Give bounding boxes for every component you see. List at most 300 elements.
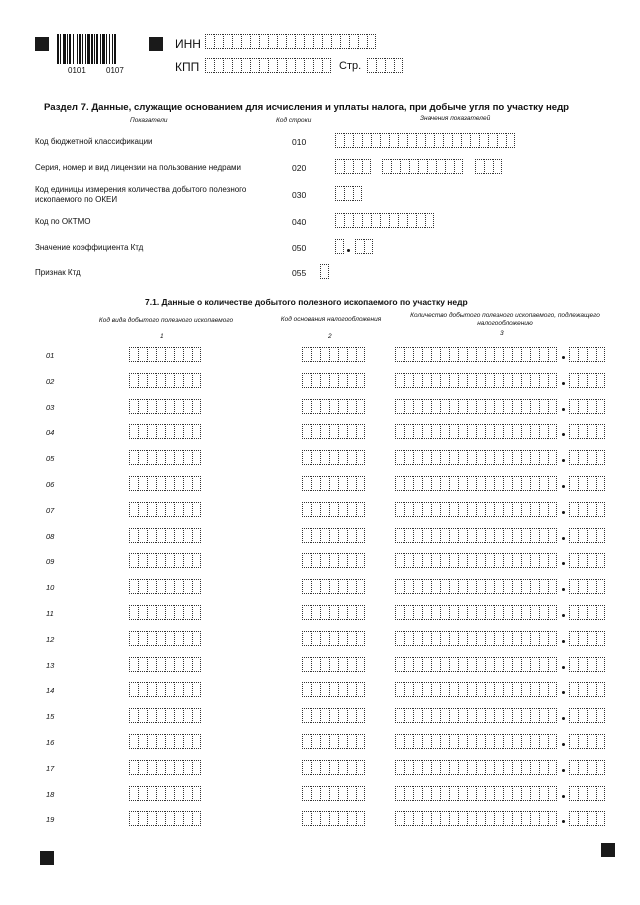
tax-basis-cell[interactable] bbox=[329, 760, 338, 775]
mineral-code-cell[interactable] bbox=[129, 760, 138, 775]
quantity-cell[interactable] bbox=[413, 476, 422, 491]
quantity-cell[interactable] bbox=[548, 734, 557, 749]
quantity-cell[interactable] bbox=[512, 734, 521, 749]
quantity-cell[interactable] bbox=[494, 657, 503, 672]
field-value-input[interactable] bbox=[335, 186, 362, 201]
field-cell[interactable] bbox=[344, 133, 353, 148]
tax-basis-cell[interactable] bbox=[329, 682, 338, 697]
quantity-cell[interactable] bbox=[413, 399, 422, 414]
quantity-cell[interactable] bbox=[503, 708, 512, 723]
mineral-code-cell[interactable] bbox=[138, 553, 147, 568]
tax-basis-code-input[interactable] bbox=[302, 450, 365, 465]
field-cell[interactable] bbox=[407, 133, 416, 148]
quantity-cell[interactable] bbox=[458, 502, 467, 517]
field-cell[interactable] bbox=[506, 133, 515, 148]
quantity-fraction-cell[interactable] bbox=[596, 373, 605, 388]
quantity-cell[interactable] bbox=[521, 631, 530, 646]
quantity-cell[interactable] bbox=[467, 811, 476, 826]
quantity-fraction-cell[interactable] bbox=[578, 399, 587, 414]
quantity-cell[interactable] bbox=[404, 682, 413, 697]
kpp-cell[interactable] bbox=[250, 58, 259, 73]
mineral-code-cell[interactable] bbox=[183, 631, 192, 646]
quantity-cell[interactable] bbox=[449, 786, 458, 801]
inn-cell[interactable] bbox=[277, 34, 286, 49]
quantity-cell[interactable] bbox=[539, 476, 548, 491]
quantity-cell[interactable] bbox=[431, 528, 440, 543]
quantity-cell[interactable] bbox=[503, 399, 512, 414]
quantity-fraction-cell[interactable] bbox=[596, 786, 605, 801]
quantity-cell[interactable] bbox=[548, 786, 557, 801]
mineral-quantity-input[interactable] bbox=[395, 528, 557, 543]
quantity-cell[interactable] bbox=[494, 605, 503, 620]
quantity-fraction-cell[interactable] bbox=[587, 553, 596, 568]
quantity-cell[interactable] bbox=[485, 502, 494, 517]
quantity-cell[interactable] bbox=[404, 579, 413, 594]
tax-basis-cell[interactable] bbox=[302, 605, 311, 620]
tax-basis-cell[interactable] bbox=[356, 528, 365, 543]
quantity-cell[interactable] bbox=[467, 786, 476, 801]
tax-basis-cell[interactable] bbox=[329, 424, 338, 439]
inn-cell[interactable] bbox=[358, 34, 367, 49]
tax-basis-cell[interactable] bbox=[302, 424, 311, 439]
quantity-cell[interactable] bbox=[458, 682, 467, 697]
mineral-code-cell[interactable] bbox=[192, 476, 201, 491]
quantity-cell[interactable] bbox=[413, 682, 422, 697]
quantity-cell[interactable] bbox=[467, 605, 476, 620]
field-cell[interactable] bbox=[452, 133, 461, 148]
quantity-cell[interactable] bbox=[422, 373, 431, 388]
quantity-cell[interactable] bbox=[422, 734, 431, 749]
field-cell[interactable] bbox=[380, 213, 389, 228]
quantity-fraction-cell[interactable] bbox=[578, 373, 587, 388]
quantity-fraction-cell[interactable] bbox=[587, 373, 596, 388]
quantity-cell[interactable] bbox=[494, 760, 503, 775]
quantity-cell[interactable] bbox=[476, 708, 485, 723]
mineral-code-cell[interactable] bbox=[138, 605, 147, 620]
mineral-code-cell[interactable] bbox=[129, 502, 138, 517]
mineral-quantity-input[interactable] bbox=[395, 347, 557, 362]
quantity-fraction-cell[interactable] bbox=[578, 786, 587, 801]
quantity-cell[interactable] bbox=[512, 502, 521, 517]
quantity-cell[interactable] bbox=[449, 811, 458, 826]
mineral-type-code-input[interactable] bbox=[129, 476, 201, 491]
quantity-cell[interactable] bbox=[476, 657, 485, 672]
quantity-cell[interactable] bbox=[422, 399, 431, 414]
quantity-cell[interactable] bbox=[530, 605, 539, 620]
field-cell[interactable] bbox=[443, 133, 452, 148]
tax-basis-cell[interactable] bbox=[320, 450, 329, 465]
quantity-cell[interactable] bbox=[539, 631, 548, 646]
field-cell[interactable] bbox=[398, 133, 407, 148]
quantity-cell[interactable] bbox=[539, 786, 548, 801]
quantity-cell[interactable] bbox=[404, 657, 413, 672]
quantity-cell[interactable] bbox=[521, 476, 530, 491]
tax-basis-cell[interactable] bbox=[311, 399, 320, 414]
quantity-fraction-cell[interactable] bbox=[587, 528, 596, 543]
mineral-code-cell[interactable] bbox=[129, 605, 138, 620]
quantity-cell[interactable] bbox=[485, 811, 494, 826]
mineral-code-cell[interactable] bbox=[174, 708, 183, 723]
quantity-cell[interactable] bbox=[440, 450, 449, 465]
mineral-code-cell[interactable] bbox=[174, 347, 183, 362]
quantity-fraction-cell[interactable] bbox=[587, 399, 596, 414]
quantity-cell[interactable] bbox=[476, 528, 485, 543]
quantity-cell[interactable] bbox=[521, 657, 530, 672]
tax-basis-cell[interactable] bbox=[347, 605, 356, 620]
mineral-code-cell[interactable] bbox=[165, 657, 174, 672]
quantity-cell[interactable] bbox=[512, 424, 521, 439]
quantity-cell[interactable] bbox=[494, 399, 503, 414]
tax-basis-cell[interactable] bbox=[338, 631, 347, 646]
tax-basis-code-input[interactable] bbox=[302, 708, 365, 723]
mineral-code-cell[interactable] bbox=[192, 734, 201, 749]
quantity-cell[interactable] bbox=[449, 450, 458, 465]
mineral-code-cell[interactable] bbox=[165, 786, 174, 801]
quantity-cell[interactable] bbox=[431, 476, 440, 491]
mineral-code-cell[interactable] bbox=[156, 682, 165, 697]
mineral-code-cell[interactable] bbox=[174, 476, 183, 491]
quantity-cell[interactable] bbox=[440, 708, 449, 723]
tax-basis-cell[interactable] bbox=[311, 734, 320, 749]
mineral-quantity-input[interactable] bbox=[395, 682, 557, 697]
quantity-cell[interactable] bbox=[422, 579, 431, 594]
quantity-cell[interactable] bbox=[413, 605, 422, 620]
quantity-cell[interactable] bbox=[512, 373, 521, 388]
quantity-cell[interactable] bbox=[530, 399, 539, 414]
tax-basis-cell[interactable] bbox=[356, 424, 365, 439]
quantity-cell[interactable] bbox=[458, 553, 467, 568]
quantity-cell[interactable] bbox=[548, 657, 557, 672]
quantity-fraction-cell[interactable] bbox=[569, 450, 578, 465]
tax-basis-cell[interactable] bbox=[302, 450, 311, 465]
tax-basis-cell[interactable] bbox=[302, 631, 311, 646]
quantity-cell[interactable] bbox=[548, 708, 557, 723]
quantity-cell[interactable] bbox=[539, 347, 548, 362]
quantity-cell[interactable] bbox=[548, 760, 557, 775]
field-cell[interactable] bbox=[335, 186, 344, 201]
quantity-cell[interactable] bbox=[467, 373, 476, 388]
quantity-fraction-cell[interactable] bbox=[578, 502, 587, 517]
mineral-code-cell[interactable] bbox=[147, 424, 156, 439]
quantity-fraction-cell[interactable] bbox=[587, 424, 596, 439]
quantity-cell[interactable] bbox=[485, 553, 494, 568]
kpp-cell[interactable] bbox=[304, 58, 313, 73]
mineral-type-code-input[interactable] bbox=[129, 424, 201, 439]
mineral-code-cell[interactable] bbox=[147, 347, 156, 362]
quantity-cell[interactable] bbox=[521, 579, 530, 594]
quantity-cell[interactable] bbox=[476, 786, 485, 801]
quantity-cell[interactable] bbox=[467, 502, 476, 517]
mineral-code-cell[interactable] bbox=[138, 347, 147, 362]
tax-basis-cell[interactable] bbox=[356, 708, 365, 723]
mineral-code-cell[interactable] bbox=[156, 528, 165, 543]
quantity-cell[interactable] bbox=[431, 605, 440, 620]
mineral-code-cell[interactable] bbox=[165, 579, 174, 594]
inn-cell[interactable] bbox=[313, 34, 322, 49]
quantity-cell[interactable] bbox=[530, 553, 539, 568]
mineral-code-cell[interactable] bbox=[165, 760, 174, 775]
mineral-code-cell[interactable] bbox=[147, 811, 156, 826]
tax-basis-cell[interactable] bbox=[329, 579, 338, 594]
mineral-type-code-input[interactable] bbox=[129, 631, 201, 646]
quantity-cell[interactable] bbox=[458, 786, 467, 801]
quantity-fraction-cell[interactable] bbox=[569, 528, 578, 543]
quantity-cell[interactable] bbox=[431, 579, 440, 594]
quantity-cell[interactable] bbox=[458, 579, 467, 594]
mineral-quantity-input[interactable] bbox=[395, 734, 557, 749]
quantity-fraction-cell[interactable] bbox=[578, 424, 587, 439]
quantity-fraction-cell[interactable] bbox=[596, 399, 605, 414]
inn-cell[interactable] bbox=[241, 34, 250, 49]
mineral-code-cell[interactable] bbox=[147, 450, 156, 465]
quantity-cell[interactable] bbox=[494, 347, 503, 362]
quantity-cell[interactable] bbox=[548, 528, 557, 543]
quantity-cell[interactable] bbox=[413, 734, 422, 749]
quantity-fraction-cell[interactable] bbox=[587, 450, 596, 465]
quantity-cell[interactable] bbox=[521, 811, 530, 826]
quantity-cell[interactable] bbox=[494, 631, 503, 646]
mineral-code-cell[interactable] bbox=[183, 373, 192, 388]
mineral-code-cell[interactable] bbox=[165, 399, 174, 414]
quantity-cell[interactable] bbox=[431, 682, 440, 697]
mineral-quantity-fraction-input[interactable] bbox=[569, 760, 605, 775]
quantity-fraction-cell[interactable] bbox=[578, 760, 587, 775]
mineral-code-cell[interactable] bbox=[129, 373, 138, 388]
mineral-code-cell[interactable] bbox=[192, 786, 201, 801]
quantity-cell[interactable] bbox=[530, 708, 539, 723]
field-cell[interactable] bbox=[434, 133, 443, 148]
tax-basis-cell[interactable] bbox=[329, 734, 338, 749]
tax-basis-code-input[interactable] bbox=[302, 786, 365, 801]
mineral-code-cell[interactable] bbox=[192, 579, 201, 594]
quantity-cell[interactable] bbox=[440, 786, 449, 801]
quantity-cell[interactable] bbox=[458, 708, 467, 723]
quantity-cell[interactable] bbox=[521, 528, 530, 543]
mineral-code-cell[interactable] bbox=[156, 631, 165, 646]
quantity-fraction-cell[interactable] bbox=[587, 657, 596, 672]
tax-basis-cell[interactable] bbox=[338, 708, 347, 723]
field-cell[interactable] bbox=[418, 159, 427, 174]
mineral-code-cell[interactable] bbox=[183, 399, 192, 414]
quantity-fraction-cell[interactable] bbox=[596, 760, 605, 775]
quantity-cell[interactable] bbox=[440, 734, 449, 749]
inn-cell[interactable] bbox=[349, 34, 358, 49]
inn-cell[interactable] bbox=[259, 34, 268, 49]
tax-basis-cell[interactable] bbox=[347, 476, 356, 491]
tax-basis-code-input[interactable] bbox=[302, 347, 365, 362]
quantity-cell[interactable] bbox=[512, 476, 521, 491]
tax-basis-cell[interactable] bbox=[302, 347, 311, 362]
quantity-cell[interactable] bbox=[521, 424, 530, 439]
kpp-cell[interactable] bbox=[214, 58, 223, 73]
quantity-cell[interactable] bbox=[422, 605, 431, 620]
tax-basis-cell[interactable] bbox=[338, 347, 347, 362]
mineral-code-cell[interactable] bbox=[156, 786, 165, 801]
quantity-fraction-cell[interactable] bbox=[596, 502, 605, 517]
tax-basis-cell[interactable] bbox=[338, 657, 347, 672]
quantity-cell[interactable] bbox=[485, 657, 494, 672]
field-cell[interactable] bbox=[353, 133, 362, 148]
field-cell[interactable] bbox=[427, 159, 436, 174]
field-cell[interactable] bbox=[400, 159, 409, 174]
field-cell[interactable] bbox=[335, 133, 344, 148]
mineral-code-cell[interactable] bbox=[183, 476, 192, 491]
mineral-type-code-input[interactable] bbox=[129, 682, 201, 697]
mineral-code-cell[interactable] bbox=[165, 476, 174, 491]
quantity-cell[interactable] bbox=[512, 811, 521, 826]
tax-basis-cell[interactable] bbox=[347, 734, 356, 749]
quantity-cell[interactable] bbox=[485, 786, 494, 801]
quantity-cell[interactable] bbox=[395, 708, 404, 723]
quantity-cell[interactable] bbox=[476, 347, 485, 362]
tax-basis-cell[interactable] bbox=[311, 605, 320, 620]
quantity-cell[interactable] bbox=[530, 476, 539, 491]
mineral-code-cell[interactable] bbox=[174, 502, 183, 517]
field-cell[interactable] bbox=[382, 159, 391, 174]
quantity-fraction-cell[interactable] bbox=[569, 347, 578, 362]
mineral-code-cell[interactable] bbox=[183, 424, 192, 439]
mineral-code-cell[interactable] bbox=[147, 786, 156, 801]
tax-basis-cell[interactable] bbox=[302, 734, 311, 749]
quantity-fraction-cell[interactable] bbox=[569, 657, 578, 672]
quantity-fraction-cell[interactable] bbox=[569, 502, 578, 517]
quantity-cell[interactable] bbox=[503, 553, 512, 568]
tax-basis-code-input[interactable] bbox=[302, 373, 365, 388]
field-cell[interactable] bbox=[353, 186, 362, 201]
mineral-code-cell[interactable] bbox=[174, 657, 183, 672]
quantity-cell[interactable] bbox=[503, 734, 512, 749]
tax-basis-cell[interactable] bbox=[329, 502, 338, 517]
mineral-code-cell[interactable] bbox=[165, 708, 174, 723]
field-cell[interactable] bbox=[353, 159, 362, 174]
tax-basis-cell[interactable] bbox=[320, 605, 329, 620]
tax-basis-cell[interactable] bbox=[320, 708, 329, 723]
field-cell[interactable] bbox=[320, 264, 329, 279]
kpp-cell[interactable] bbox=[205, 58, 214, 73]
field-cell[interactable] bbox=[416, 133, 425, 148]
quantity-cell[interactable] bbox=[512, 760, 521, 775]
mineral-code-cell[interactable] bbox=[192, 399, 201, 414]
tax-basis-cell[interactable] bbox=[329, 786, 338, 801]
mineral-code-cell[interactable] bbox=[183, 708, 192, 723]
mineral-code-cell[interactable] bbox=[129, 786, 138, 801]
mineral-code-cell[interactable] bbox=[147, 605, 156, 620]
quantity-cell[interactable] bbox=[440, 605, 449, 620]
mineral-code-cell[interactable] bbox=[147, 657, 156, 672]
quantity-cell[interactable] bbox=[449, 528, 458, 543]
quantity-cell[interactable] bbox=[404, 734, 413, 749]
quantity-cell[interactable] bbox=[404, 502, 413, 517]
quantity-cell[interactable] bbox=[539, 528, 548, 543]
tax-basis-cell[interactable] bbox=[311, 579, 320, 594]
tax-basis-cell[interactable] bbox=[338, 760, 347, 775]
tax-basis-cell[interactable] bbox=[320, 399, 329, 414]
quantity-fraction-cell[interactable] bbox=[578, 347, 587, 362]
quantity-fraction-cell[interactable] bbox=[587, 734, 596, 749]
quantity-cell[interactable] bbox=[539, 553, 548, 568]
quantity-cell[interactable] bbox=[530, 528, 539, 543]
mineral-code-cell[interactable] bbox=[129, 734, 138, 749]
quantity-cell[interactable] bbox=[431, 399, 440, 414]
quantity-cell[interactable] bbox=[413, 502, 422, 517]
quantity-cell[interactable] bbox=[512, 605, 521, 620]
mineral-code-cell[interactable] bbox=[147, 734, 156, 749]
quantity-cell[interactable] bbox=[512, 657, 521, 672]
mineral-code-cell[interactable] bbox=[138, 528, 147, 543]
quantity-cell[interactable] bbox=[512, 528, 521, 543]
tax-basis-cell[interactable] bbox=[347, 811, 356, 826]
quantity-fraction-cell[interactable] bbox=[569, 682, 578, 697]
quantity-cell[interactable] bbox=[404, 450, 413, 465]
mineral-code-cell[interactable] bbox=[174, 528, 183, 543]
quantity-fraction-cell[interactable] bbox=[569, 424, 578, 439]
tax-basis-cell[interactable] bbox=[347, 786, 356, 801]
tax-basis-cell[interactable] bbox=[347, 682, 356, 697]
quantity-cell[interactable] bbox=[449, 708, 458, 723]
quantity-cell[interactable] bbox=[521, 347, 530, 362]
mineral-type-code-input[interactable] bbox=[129, 347, 201, 362]
mineral-code-cell[interactable] bbox=[156, 760, 165, 775]
mineral-code-cell[interactable] bbox=[174, 786, 183, 801]
quantity-cell[interactable] bbox=[494, 579, 503, 594]
mineral-code-cell[interactable] bbox=[165, 682, 174, 697]
quantity-cell[interactable] bbox=[521, 760, 530, 775]
mineral-code-cell[interactable] bbox=[183, 347, 192, 362]
quantity-cell[interactable] bbox=[467, 450, 476, 465]
tax-basis-cell[interactable] bbox=[329, 450, 338, 465]
tax-basis-cell[interactable] bbox=[302, 786, 311, 801]
field-value-input[interactable] bbox=[335, 213, 434, 228]
quantity-cell[interactable] bbox=[440, 811, 449, 826]
mineral-code-cell[interactable] bbox=[183, 605, 192, 620]
quantity-cell[interactable] bbox=[494, 502, 503, 517]
quantity-cell[interactable] bbox=[530, 734, 539, 749]
quantity-cell[interactable] bbox=[476, 631, 485, 646]
tax-basis-cell[interactable] bbox=[320, 476, 329, 491]
field-cell[interactable] bbox=[398, 213, 407, 228]
mineral-quantity-input[interactable] bbox=[395, 579, 557, 594]
tax-basis-cell[interactable] bbox=[311, 811, 320, 826]
mineral-code-cell[interactable] bbox=[138, 657, 147, 672]
quantity-cell[interactable] bbox=[440, 502, 449, 517]
mineral-code-cell[interactable] bbox=[138, 734, 147, 749]
quantity-cell[interactable] bbox=[467, 528, 476, 543]
mineral-code-cell[interactable] bbox=[192, 553, 201, 568]
mineral-code-cell[interactable] bbox=[147, 579, 156, 594]
quantity-cell[interactable] bbox=[449, 760, 458, 775]
tax-basis-cell[interactable] bbox=[302, 708, 311, 723]
tax-basis-cell[interactable] bbox=[356, 502, 365, 517]
quantity-cell[interactable] bbox=[467, 553, 476, 568]
quantity-cell[interactable] bbox=[494, 682, 503, 697]
mineral-code-cell[interactable] bbox=[192, 760, 201, 775]
quantity-cell[interactable] bbox=[449, 657, 458, 672]
mineral-code-cell[interactable] bbox=[192, 631, 201, 646]
quantity-cell[interactable] bbox=[530, 450, 539, 465]
mineral-code-cell[interactable] bbox=[174, 579, 183, 594]
quantity-cell[interactable] bbox=[548, 811, 557, 826]
quantity-cell[interactable] bbox=[521, 786, 530, 801]
tax-basis-cell[interactable] bbox=[320, 631, 329, 646]
mineral-code-cell[interactable] bbox=[138, 424, 147, 439]
quantity-cell[interactable] bbox=[467, 657, 476, 672]
mineral-code-cell[interactable] bbox=[174, 553, 183, 568]
field-cell[interactable] bbox=[344, 159, 353, 174]
quantity-cell[interactable] bbox=[422, 708, 431, 723]
field-value-input[interactable] bbox=[475, 159, 502, 174]
mineral-code-cell[interactable] bbox=[156, 347, 165, 362]
tax-basis-cell[interactable] bbox=[320, 786, 329, 801]
